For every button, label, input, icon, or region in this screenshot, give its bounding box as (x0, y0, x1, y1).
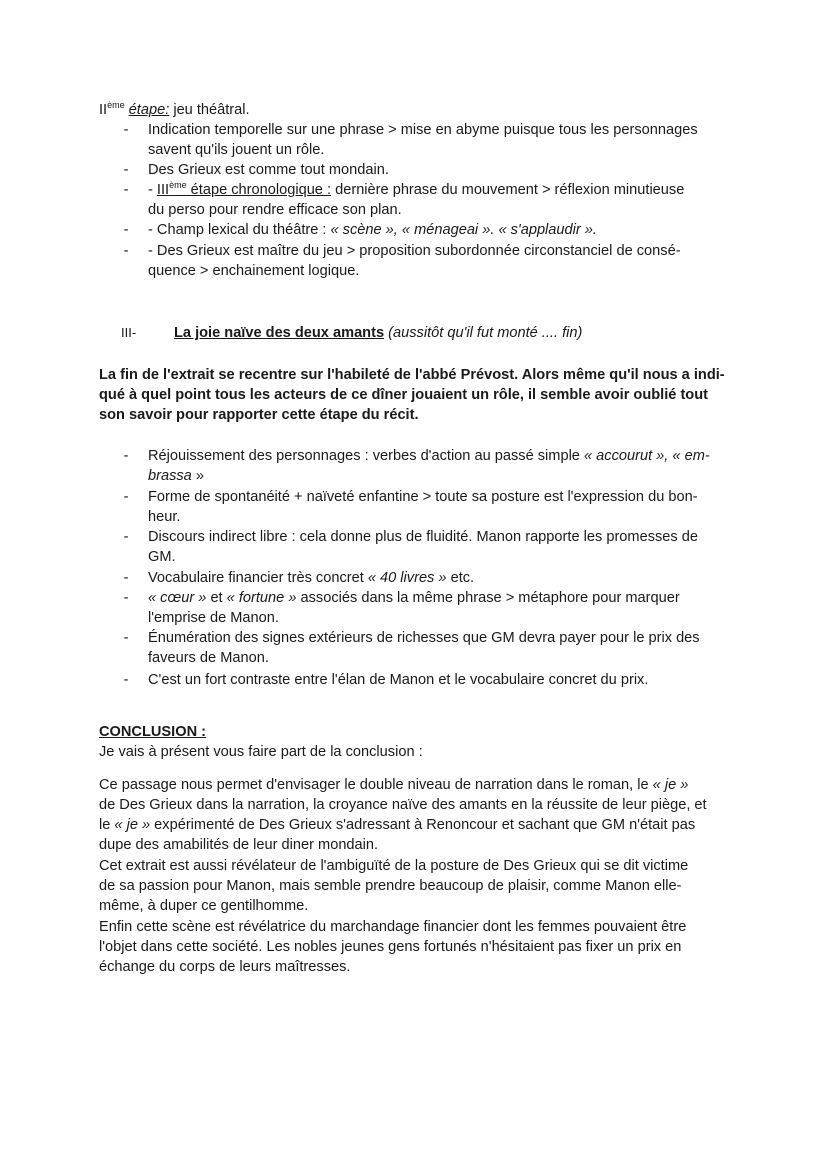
conclusion-p1-line-4: dupe des amabilités de leur diner mondain. (99, 837, 379, 853)
part2-bullet-5-line-2: quence > enchainement logique. (148, 263, 360, 279)
bullet-dash: - (123, 182, 129, 198)
part3-bullet-1-line-2: brassa » (148, 468, 204, 484)
part2-bullet-1-line-2: savent qu'ils jouent un rôle. (148, 142, 325, 158)
bullet-dash: - (123, 570, 129, 586)
part2-bullet-3-line-2: du perso pour rendre efficace son plan. (148, 202, 402, 218)
conclusion-p2-line-1: Cet extrait est aussi révélateur de l'ambiguïté de la posture de Des Grieux qui se dit victime (99, 858, 689, 874)
conclusion-p1-line-1: Ce passage nous permet d'envisager le double niveau de narration dans le roman, le « je » (99, 777, 689, 793)
conclusion-p3-line-1: Enfin cette scène est révélatrice du marchandage financier dont les femmes pouvaient être (99, 919, 687, 935)
part2-bullet-2: Des Grieux est comme tout mondain. (148, 162, 389, 178)
part3-number: III- (121, 325, 137, 340)
part3-bullet-7: C'est un fort contraste entre l'élan de Manon et le vocabulaire concret du prix. (148, 672, 649, 688)
part3-intro-line-3: son savoir pour rapporter cette étape du récit. (99, 407, 419, 423)
part3-intro-line-2: qué à quel point tous les acteurs de ce dîner jouaient un rôle, il semble avoir oublié tout (99, 387, 708, 403)
conclusion-lead: Je vais à présent vous faire part de la conclusion : (99, 744, 423, 760)
part2-heading: IIème étape: jeu théâtral. (99, 100, 250, 118)
part2-bullet-5-line-1: - Des Grieux est maître du jeu > proposition subordonnée circonstanciel de consé- (148, 243, 681, 259)
part3-bullet-6-line-2: faveurs de Manon. (148, 650, 269, 666)
bullet-dash: - (123, 243, 129, 259)
part3-bullet-3-line-1: Discours indirect libre : cela donne plus de fluidité. Manon rapporte les promesses de (148, 529, 698, 545)
bullet-dash: - (123, 529, 129, 545)
part3-title: La joie naïve des deux amants (aussitôt qu'il fut monté .... fin) (174, 325, 583, 341)
bullet-dash: - (123, 489, 129, 505)
part3-bullet-3-line-2: GM. (148, 549, 176, 565)
bullet-dash: - (123, 222, 129, 238)
part3-bullet-4: Vocabulaire financier très concret « 40 livres » etc. (148, 570, 475, 586)
bullet-dash: - (123, 630, 129, 646)
conclusion-p1-line-3: le « je » expérimenté de Des Grieux s'adressant à Renoncour et sachant que GM n'était pas (99, 817, 696, 833)
conclusion-p2-line-3: même, à duper ce gentilhomme. (99, 898, 309, 914)
conclusion-p2-line-2: de sa passion pour Manon, mais semble prendre beaucoup de plaisir, comme Manon elle- (99, 878, 682, 894)
part2-bullet-3-line-1: - IIIème étape chronologique : dernière phrase du mouvement > réflexion minutieuse (148, 180, 685, 198)
part3-bullet-6-line-1: Énumération des signes extérieurs de richesses que GM devra payer pour le prix des (148, 630, 700, 646)
part3-bullet-5-line-1: « cœur » et « fortune » associés dans la même phrase > métaphore pour marquer (148, 590, 680, 606)
conclusion-p1-line-2: de Des Grieux dans la narration, la croyance naïve des amants en la réussite de leur piège, et (99, 797, 707, 813)
conclusion-p3-line-2: l'objet dans cette société. Les nobles jeunes gens fortunés n'hésitaient pas fixer un prix en (99, 939, 682, 955)
bullet-dash: - (123, 162, 129, 178)
part3-bullet-2-line-2: heur. (148, 509, 181, 525)
bullet-dash: - (123, 122, 129, 138)
bullet-dash: - (123, 590, 129, 606)
part3-bullet-2-line-1: Forme de spontanéité + naïveté enfantine > toute sa posture est l'expression du bon- (148, 489, 698, 505)
bullet-dash: - (123, 672, 129, 688)
conclusion-p3-line-3: échange du corps de leurs maîtresses. (99, 959, 351, 975)
part2-bullet-4: - Champ lexical du théâtre : « scène », « ménageai ». « s'applaudir ». (148, 222, 597, 238)
bullet-dash: - (123, 448, 129, 464)
part3-bullet-1-line-1: Réjouissement des personnages : verbes d'action au passé simple « accourut », « em- (148, 448, 710, 464)
conclusion-heading: CONCLUSION : (99, 724, 207, 740)
part3-bullet-5-line-2: l'emprise de Manon. (148, 610, 279, 626)
part3-intro-line-1: La fin de l'extrait se recentre sur l'habileté de l'abbé Prévost. Alors même qu'il nous a indi- (99, 367, 725, 383)
part2-bullet-1-line-1: Indication temporelle sur une phrase > mise en abyme puisque tous les personnages (148, 122, 698, 138)
